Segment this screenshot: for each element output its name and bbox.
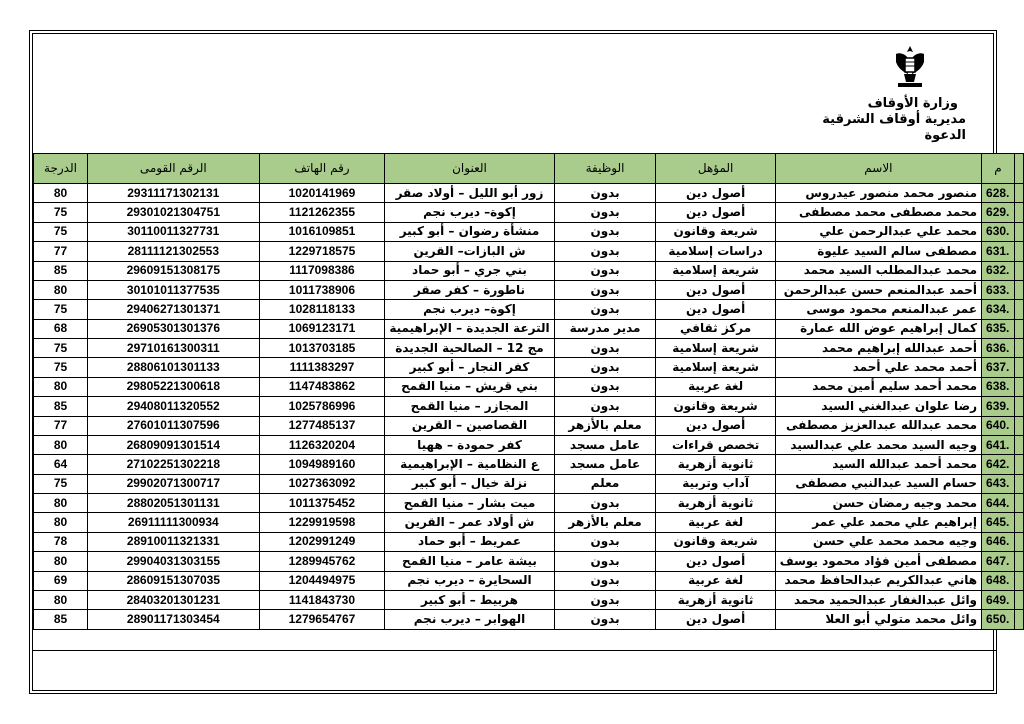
green-edge — [1014, 184, 1023, 203]
cell-name: محمد علي عبدالرحمن علي — [775, 222, 981, 241]
cell-job: بدون — [554, 242, 656, 261]
cell-grade: 77 — [34, 416, 88, 435]
table-row — [34, 571, 1024, 590]
cell-qualification: أصول دين — [656, 552, 775, 571]
cell-qualification: أصول دين — [656, 184, 775, 203]
cell-address: عمريط – أبو حماد — [385, 532, 554, 551]
cell-m: 629. — [982, 203, 1015, 222]
cell-national-id: 28901171303454 — [88, 610, 260, 629]
cell-name: مصطفى أمين فؤاد محمود يوسف — [775, 552, 981, 571]
cell-national-id: 28910011321331 — [88, 532, 260, 551]
cell-qualification: أصول دين — [656, 300, 775, 319]
cell-phone: 1025786996 — [259, 397, 385, 416]
cell-name: وائل عبدالغفار عبدالحميد محمد — [775, 590, 981, 609]
cell-name: أحمد عبدالمنعم حسن عبدالرحمن — [775, 280, 981, 299]
cell-address: هربيط – أبو كبير — [385, 590, 554, 609]
cell-m: 640. — [982, 416, 1015, 435]
eagle-emblem-icon — [890, 44, 930, 90]
cell-name: عمر عبدالمنعم محمود موسى — [775, 300, 981, 319]
col-header-m: م — [982, 154, 1015, 184]
cell-m: 635. — [982, 319, 1015, 338]
cell-m: 641. — [982, 435, 1015, 454]
cell-qualification: أصول دين — [656, 203, 775, 222]
green-edge — [1014, 397, 1023, 416]
green-edge — [1014, 494, 1023, 513]
cell-address: الترعة الجديدة – الإبراهيمية — [385, 319, 554, 338]
green-edge — [1014, 416, 1023, 435]
cell-phone: 1020141969 — [259, 184, 385, 203]
cell-grade: 80 — [34, 513, 88, 532]
cell-phone: 1277485137 — [259, 416, 385, 435]
table-row — [34, 513, 1024, 532]
cell-address: إكوة– ديرب نجم — [385, 203, 554, 222]
cell-grade: 75 — [34, 203, 88, 222]
green-edge — [1014, 261, 1023, 280]
cell-phone: 1011738906 — [259, 280, 385, 299]
cell-name: رضا علوان عبدالغني السيد — [775, 397, 981, 416]
cell-job: عامل مسجد — [554, 455, 656, 474]
table-row — [34, 339, 1024, 358]
col-header-phone: رقم الهاتف — [259, 154, 385, 184]
cell-qualification: لغة عربية — [656, 377, 775, 396]
cell-national-id: 30101011377535 — [88, 280, 260, 299]
cell-national-id: 29902071300717 — [88, 474, 260, 493]
cell-job: بدون — [554, 552, 656, 571]
cell-job: بدون — [554, 280, 656, 299]
cell-qualification: تخصص قراءات — [656, 435, 775, 454]
cell-name: حسام السيد عبدالنبي مصطفى — [775, 474, 981, 493]
cell-qualification: شريعة إسلامية — [656, 261, 775, 280]
green-edge — [1014, 203, 1023, 222]
table-row — [34, 552, 1024, 571]
cell-m: 632. — [982, 261, 1015, 280]
cell-address: زور أبو الليل – أولاد صقر — [385, 184, 554, 203]
cell-job: معلم — [554, 474, 656, 493]
cell-name: محمد مصطفى محمد مصطفى — [775, 203, 981, 222]
cell-m: 634. — [982, 300, 1015, 319]
cell-national-id: 29609151308175 — [88, 261, 260, 280]
cell-m: 643. — [982, 474, 1015, 493]
green-edge — [1014, 455, 1023, 474]
cell-qualification: شريعة وقانون — [656, 532, 775, 551]
cell-qualification: ثانوية أزهرية — [656, 455, 775, 474]
cell-name: مصطفى سالم السيد عليوة — [775, 242, 981, 261]
cell-national-id: 29904031303155 — [88, 552, 260, 571]
cell-qualification: دراسات إسلامية — [656, 242, 775, 261]
green-edge — [1014, 513, 1023, 532]
table-row — [34, 455, 1024, 474]
green-edge — [1014, 571, 1023, 590]
cell-address: كفر حمودة – ههيا — [385, 435, 554, 454]
cell-national-id: 30110011327731 — [88, 222, 260, 241]
cell-national-id: 28609151307035 — [88, 571, 260, 590]
table-row — [34, 319, 1024, 338]
cell-name: هاني عبدالكريم عبدالحافظ محمد — [775, 571, 981, 590]
col-header-name: الاسم — [775, 154, 981, 184]
cell-address: مج 12 – الصالحية الجديدة — [385, 339, 554, 358]
cell-job: بدون — [554, 397, 656, 416]
cell-address: بيشة عامر – منيا القمح — [385, 552, 554, 571]
cell-phone: 1229919598 — [259, 513, 385, 532]
cell-name: محمد وجيه رمضان حسن — [775, 494, 981, 513]
cell-name: وجيه السيد محمد علي عبدالسيد — [775, 435, 981, 454]
cell-address: بني قريش – منيا القمح — [385, 377, 554, 396]
table-row — [34, 222, 1024, 241]
cell-grade: 80 — [34, 184, 88, 203]
col-header-qualification: المؤهل — [656, 154, 775, 184]
green-edge — [1014, 552, 1023, 571]
cell-name: وجيه محمد محمد علي حسن — [775, 532, 981, 551]
table-row — [34, 242, 1024, 261]
cell-job: معلم بالأزهر — [554, 416, 656, 435]
cell-qualification: شريعة إسلامية — [656, 339, 775, 358]
table-row — [34, 377, 1024, 396]
cell-phone: 1202991249 — [259, 532, 385, 551]
cell-address: الهوابر – ديرب نجم — [385, 610, 554, 629]
cell-name: محمد أحمد عبدالله السيد — [775, 455, 981, 474]
cell-national-id: 26905301301376 — [88, 319, 260, 338]
cell-m: 638. — [982, 377, 1015, 396]
directorate-title: مديرية أوقاف الشرقية — [822, 112, 966, 127]
cell-name: إبراهيم علي محمد علي عمر — [775, 513, 981, 532]
cell-phone: 1013703185 — [259, 339, 385, 358]
col-header-national-id: الرقم القومى — [88, 154, 260, 184]
cell-grade: 75 — [34, 222, 88, 241]
cell-qualification: لغة عربية — [656, 571, 775, 590]
cell-m: 644. — [982, 494, 1015, 513]
table-row — [34, 184, 1024, 203]
cell-grade: 75 — [34, 358, 88, 377]
cell-address: ش البازات– القرين — [385, 242, 554, 261]
cell-grade: 78 — [34, 532, 88, 551]
cell-qualification: ثانوية أزهرية — [656, 494, 775, 513]
cell-address: ع النظامية – الإبراهيمية — [385, 455, 554, 474]
cell-job: عامل مسجد — [554, 435, 656, 454]
green-edge — [1014, 474, 1023, 493]
cell-address: إكوة– ديرب نجم — [385, 300, 554, 319]
cell-m: 633. — [982, 280, 1015, 299]
cell-m: 649. — [982, 590, 1015, 609]
cell-national-id: 29710161300311 — [88, 339, 260, 358]
green-edge — [1014, 300, 1023, 319]
cell-grade: 80 — [34, 435, 88, 454]
cell-m: 636. — [982, 339, 1015, 358]
table-row — [34, 358, 1024, 377]
ministry-title: وزارة الأوقاف — [867, 96, 958, 111]
cell-phone: 1279654767 — [259, 610, 385, 629]
cell-grade: 80 — [34, 377, 88, 396]
cell-m: 628. — [982, 184, 1015, 203]
cell-national-id: 29301021304751 — [88, 203, 260, 222]
cell-phone: 1016109851 — [259, 222, 385, 241]
green-edge — [1014, 435, 1023, 454]
department-title: الدعوة — [924, 128, 966, 143]
cell-name: منصور محمد منصور عيدروس — [775, 184, 981, 203]
cell-job: بدون — [554, 610, 656, 629]
cell-address: ش أولاد عمر – القرين — [385, 513, 554, 532]
cell-phone: 1289945762 — [259, 552, 385, 571]
cell-address: المجازر – منيا القمح — [385, 397, 554, 416]
cell-name: محمد عبدالله عبدالعزيز مصطفى — [775, 416, 981, 435]
cell-phone: 1094989160 — [259, 455, 385, 474]
table-row — [34, 532, 1024, 551]
cell-phone: 1126320204 — [259, 435, 385, 454]
col-header-grade: الدرجة — [34, 154, 88, 184]
cell-job: بدون — [554, 339, 656, 358]
col-header-address: العنوان — [385, 154, 554, 184]
cell-job: بدون — [554, 300, 656, 319]
table-header-row — [34, 154, 1024, 184]
cell-qualification: شريعة وقانون — [656, 397, 775, 416]
table-row — [34, 590, 1024, 609]
cell-qualification: أصول دين — [656, 416, 775, 435]
green-edge — [1014, 222, 1023, 241]
cell-job: بدون — [554, 358, 656, 377]
green-edge — [1014, 154, 1023, 184]
cell-m: 639. — [982, 397, 1015, 416]
table-row — [34, 203, 1024, 222]
cell-name: كمال إبراهيم عوض الله عمارة — [775, 319, 981, 338]
cell-grade: 75 — [34, 300, 88, 319]
cell-grade: 85 — [34, 261, 88, 280]
table-row — [34, 280, 1024, 299]
cell-qualification: مركز ثقافي — [656, 319, 775, 338]
cell-phone: 1121262355 — [259, 203, 385, 222]
cell-name: محمد أحمد سليم أمين محمد — [775, 377, 981, 396]
table-row — [34, 610, 1024, 629]
cell-qualification: شريعة وقانون — [656, 222, 775, 241]
table-row — [34, 474, 1024, 493]
cell-name: محمد عبدالمطلب السيد محمد — [775, 261, 981, 280]
cell-national-id: 29805221300618 — [88, 377, 260, 396]
table-row — [34, 397, 1024, 416]
cell-m: 645. — [982, 513, 1015, 532]
cell-job: مدير مدرسة — [554, 319, 656, 338]
green-edge — [1014, 242, 1023, 261]
cell-job: بدون — [554, 571, 656, 590]
table-row — [34, 300, 1024, 319]
cell-national-id: 27102251302218 — [88, 455, 260, 474]
cell-grade: 75 — [34, 474, 88, 493]
cell-job: بدون — [554, 184, 656, 203]
cell-name: أحمد عبدالله إبراهيم محمد — [775, 339, 981, 358]
cell-address: منشأة رضوان – أبو كبير — [385, 222, 554, 241]
cell-phone: 1229718575 — [259, 242, 385, 261]
cell-phone: 1069123171 — [259, 319, 385, 338]
green-edge — [1014, 377, 1023, 396]
cell-national-id: 27601011307596 — [88, 416, 260, 435]
cell-m: 631. — [982, 242, 1015, 261]
cell-national-id: 28111121302553 — [88, 242, 260, 261]
cell-national-id: 28403201301231 — [88, 590, 260, 609]
cell-address: نزلة خيال – أبو كبير — [385, 474, 554, 493]
cell-job: بدون — [554, 494, 656, 513]
cell-grade: 69 — [34, 571, 88, 590]
table-row — [34, 261, 1024, 280]
cell-name: أحمد محمد علي أحمد — [775, 358, 981, 377]
col-header-job: الوظيفة — [554, 154, 656, 184]
cell-phone: 1028118133 — [259, 300, 385, 319]
cell-phone: 1111383297 — [259, 358, 385, 377]
green-edge — [1014, 590, 1023, 609]
cell-address: ناطورة – كفر صقر — [385, 280, 554, 299]
table-row — [34, 435, 1024, 454]
cell-grade: 77 — [34, 242, 88, 261]
cell-national-id: 29311171302131 — [88, 184, 260, 203]
cell-phone: 1204494975 — [259, 571, 385, 590]
cell-grade: 64 — [34, 455, 88, 474]
cell-qualification: لغة عربية — [656, 513, 775, 532]
cell-national-id: 28806101301133 — [88, 358, 260, 377]
green-edge — [1014, 358, 1023, 377]
nominees-table — [33, 153, 1024, 630]
cell-m: 646. — [982, 532, 1015, 551]
green-edge — [1014, 339, 1023, 358]
cell-qualification: ثانوية أزهرية — [656, 590, 775, 609]
cell-national-id: 29408011320552 — [88, 397, 260, 416]
cell-m: 647. — [982, 552, 1015, 571]
cell-address: بني جري – أبو حماد — [385, 261, 554, 280]
cell-national-id: 29406271301371 — [88, 300, 260, 319]
cell-phone: 1141843730 — [259, 590, 385, 609]
cell-job: بدون — [554, 532, 656, 551]
cell-address: القصاصين – القرين — [385, 416, 554, 435]
cell-phone: 1117098386 — [259, 261, 385, 280]
cell-phone: 1027363092 — [259, 474, 385, 493]
cell-grade: 85 — [34, 610, 88, 629]
cell-grade: 75 — [34, 339, 88, 358]
cell-job: بدون — [554, 222, 656, 241]
green-edge — [1014, 319, 1023, 338]
cell-qualification: أصول دين — [656, 280, 775, 299]
cell-m: 648. — [982, 571, 1015, 590]
cell-m: 650. — [982, 610, 1015, 629]
cell-phone: 1147483862 — [259, 377, 385, 396]
cell-phone: 1011375452 — [259, 494, 385, 513]
bottom-rule — [33, 650, 997, 651]
cell-national-id: 26911111300934 — [88, 513, 260, 532]
cell-qualification: شريعة إسلامية — [656, 358, 775, 377]
table-row — [34, 494, 1024, 513]
cell-job: معلم بالأزهر — [554, 513, 656, 532]
cell-job: بدون — [554, 590, 656, 609]
cell-grade: 68 — [34, 319, 88, 338]
cell-address: ميت بشار – منيا القمح — [385, 494, 554, 513]
cell-address: السحايرة – ديرب نجم — [385, 571, 554, 590]
cell-job: بدون — [554, 261, 656, 280]
cell-grade: 80 — [34, 552, 88, 571]
cell-address: كفر النجار – أبو كبير — [385, 358, 554, 377]
cell-m: 637. — [982, 358, 1015, 377]
cell-m: 630. — [982, 222, 1015, 241]
cell-job: بدون — [554, 203, 656, 222]
green-edge — [1014, 280, 1023, 299]
cell-m: 642. — [982, 455, 1015, 474]
cell-grade: 80 — [34, 494, 88, 513]
cell-grade: 85 — [34, 397, 88, 416]
cell-qualification: آداب وتربية — [656, 474, 775, 493]
green-edge — [1014, 532, 1023, 551]
table-row — [34, 416, 1024, 435]
cell-name: وائل محمد متولي أبو العلا — [775, 610, 981, 629]
cell-job: بدون — [554, 377, 656, 396]
cell-grade: 80 — [34, 590, 88, 609]
cell-qualification: أصول دين — [656, 610, 775, 629]
cell-national-id: 26809091301514 — [88, 435, 260, 454]
cell-national-id: 28802051301131 — [88, 494, 260, 513]
cell-grade: 80 — [34, 280, 88, 299]
green-edge — [1014, 610, 1023, 629]
